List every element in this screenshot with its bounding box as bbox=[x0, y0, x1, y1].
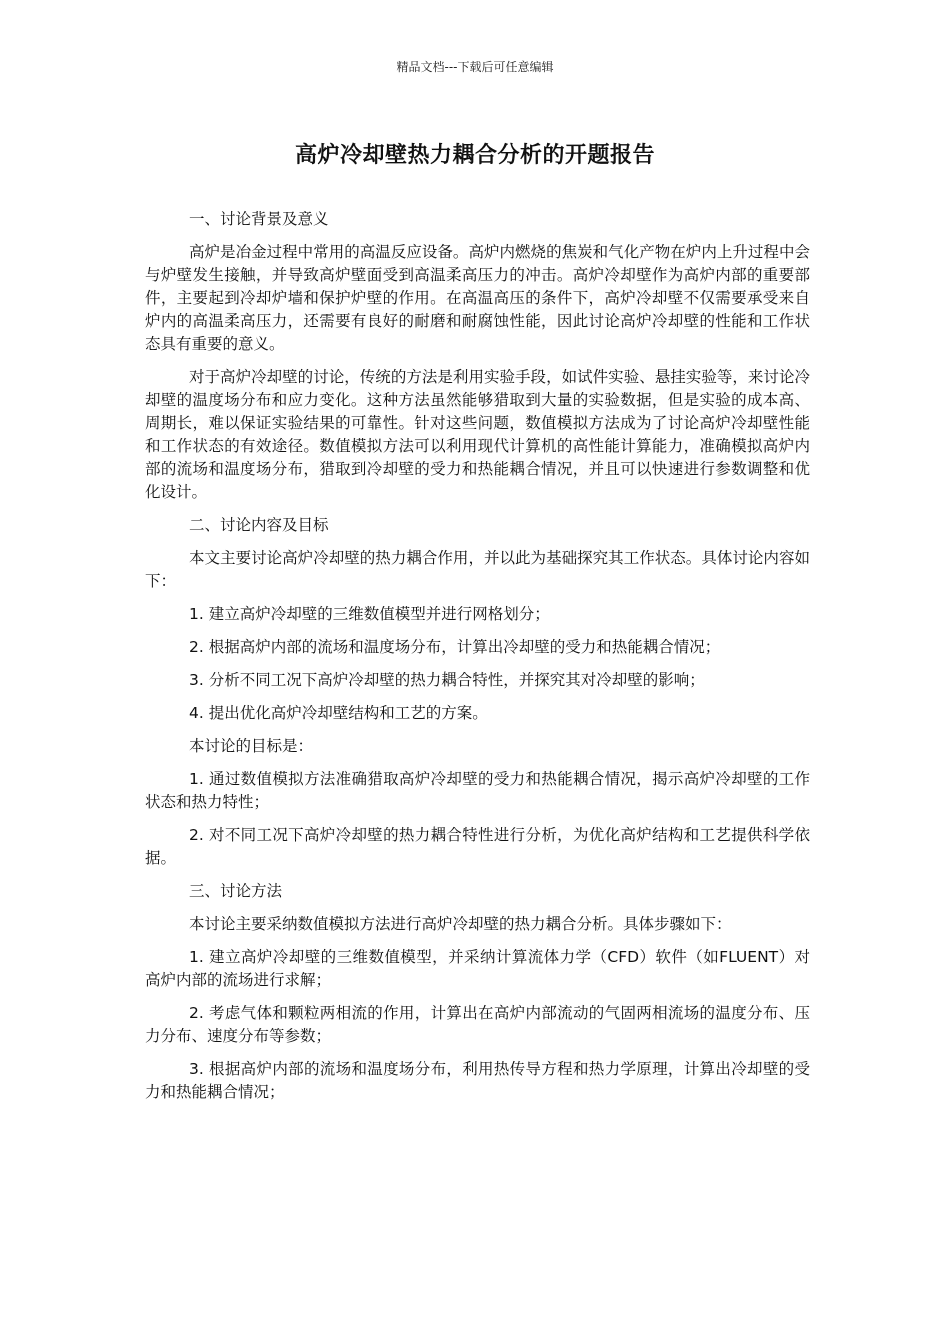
list-item: 3. 分析不同工况下高炉冷却壁的热力耦合特性，并探究其对冷却壁的影响； bbox=[189, 671, 705, 689]
list-item: 2. 根据高炉内部的流场和温度场分布，计算出冷却壁的受力和热能耦合情况； bbox=[189, 638, 721, 656]
list-item: 3. 根据高炉内部的流场和温度场分布，利用热传导方程和热力学原理，计算出冷却壁的受力和热能耦合情况； bbox=[145, 1060, 810, 1101]
list-item: 1. 通过数值模拟方法准确猎取高炉冷却壁的受力和热能耦合情况，揭示高炉冷却壁的工作状态和热力特性； bbox=[145, 770, 810, 811]
list-item: 4. 提出优化高炉冷却壁结构和工艺的方案。 bbox=[189, 704, 488, 722]
list-item: 2. 对不同工况下高炉冷却壁的热力耦合特性进行分析，为优化高炉结构和工艺提供科学依据。 bbox=[145, 826, 810, 867]
section-heading-method: 三、讨论方法 bbox=[189, 882, 283, 900]
list-item: 1. 建立高炉冷却壁的三维数值模型并进行网格划分； bbox=[189, 605, 550, 623]
header-note: 精品文档---下载后可任意编辑 bbox=[396, 60, 554, 74]
list-item: 1. 建立高炉冷却壁的三维数值模型，并采纳计算流体力学（CFD）软件（如FLUENT）对高炉内部的流场进行求解； bbox=[145, 948, 810, 989]
paragraph: 本讨论主要采纳数值模拟方法进行高炉冷却壁的热力耦合分析。具体步骤如下： bbox=[189, 915, 732, 933]
paragraph: 本文主要讨论高炉冷却壁的热力耦合作用，并以此为基础探究其工作状态。具体讨论内容如下： bbox=[145, 549, 810, 590]
paragraph: 对于高炉冷却壁的讨论，传统的方法是利用实验手段，如试件实验、悬挂实验等，来讨论冷却壁的温度场分布和应力变化。这种方法虽然能够猎取到大量的实验数据，但是实验的成本高、周期长，难以保证实验结果的可靠性。针对这些问题，数值模拟方法成为了讨论高炉冷却壁性能和工作状态的有效途径。数值模拟方法可以利用现代计算机的高性能计算能力，准确模拟高炉内部的流场和温度场分布，猎取到冷却壁的受力和热能耦合情况，并且可以快速进行参数调整和优化设计。 bbox=[145, 368, 810, 501]
document-title: 高炉冷却壁热力耦合分析的开题报告 bbox=[294, 143, 655, 168]
paragraph: 本讨论的目标是： bbox=[189, 737, 314, 755]
paragraph: 高炉是冶金过程中常用的高温反应设备。高炉内燃烧的焦炭和气化产物在炉内上升过程中会与炉壁发生接触，并导致高炉壁面受到高温柔高压力的冲击。高炉冷却壁作为高炉内部的重要部件，主要起到冷却炉墙和保护炉壁的作用。在高温高压的条件下，高炉冷却壁不仅需要承受来自炉内的高温柔高压力，还需要有良好的耐磨和耐腐蚀性能，因此讨论高炉冷却壁的性能和工作状态具有重要的意义。 bbox=[145, 243, 810, 353]
list-item: 2. 考虑气体和颗粒两相流的作用，计算出在高炉内部流动的气固两相流场的温度分布、压力分布、速度分布等参数； bbox=[145, 1004, 810, 1045]
document-body bbox=[145, 208, 810, 1114]
section-heading-content: 二、讨论内容及目标 bbox=[189, 516, 329, 534]
section-heading-background: 一、讨论背景及意义 bbox=[189, 210, 329, 228]
